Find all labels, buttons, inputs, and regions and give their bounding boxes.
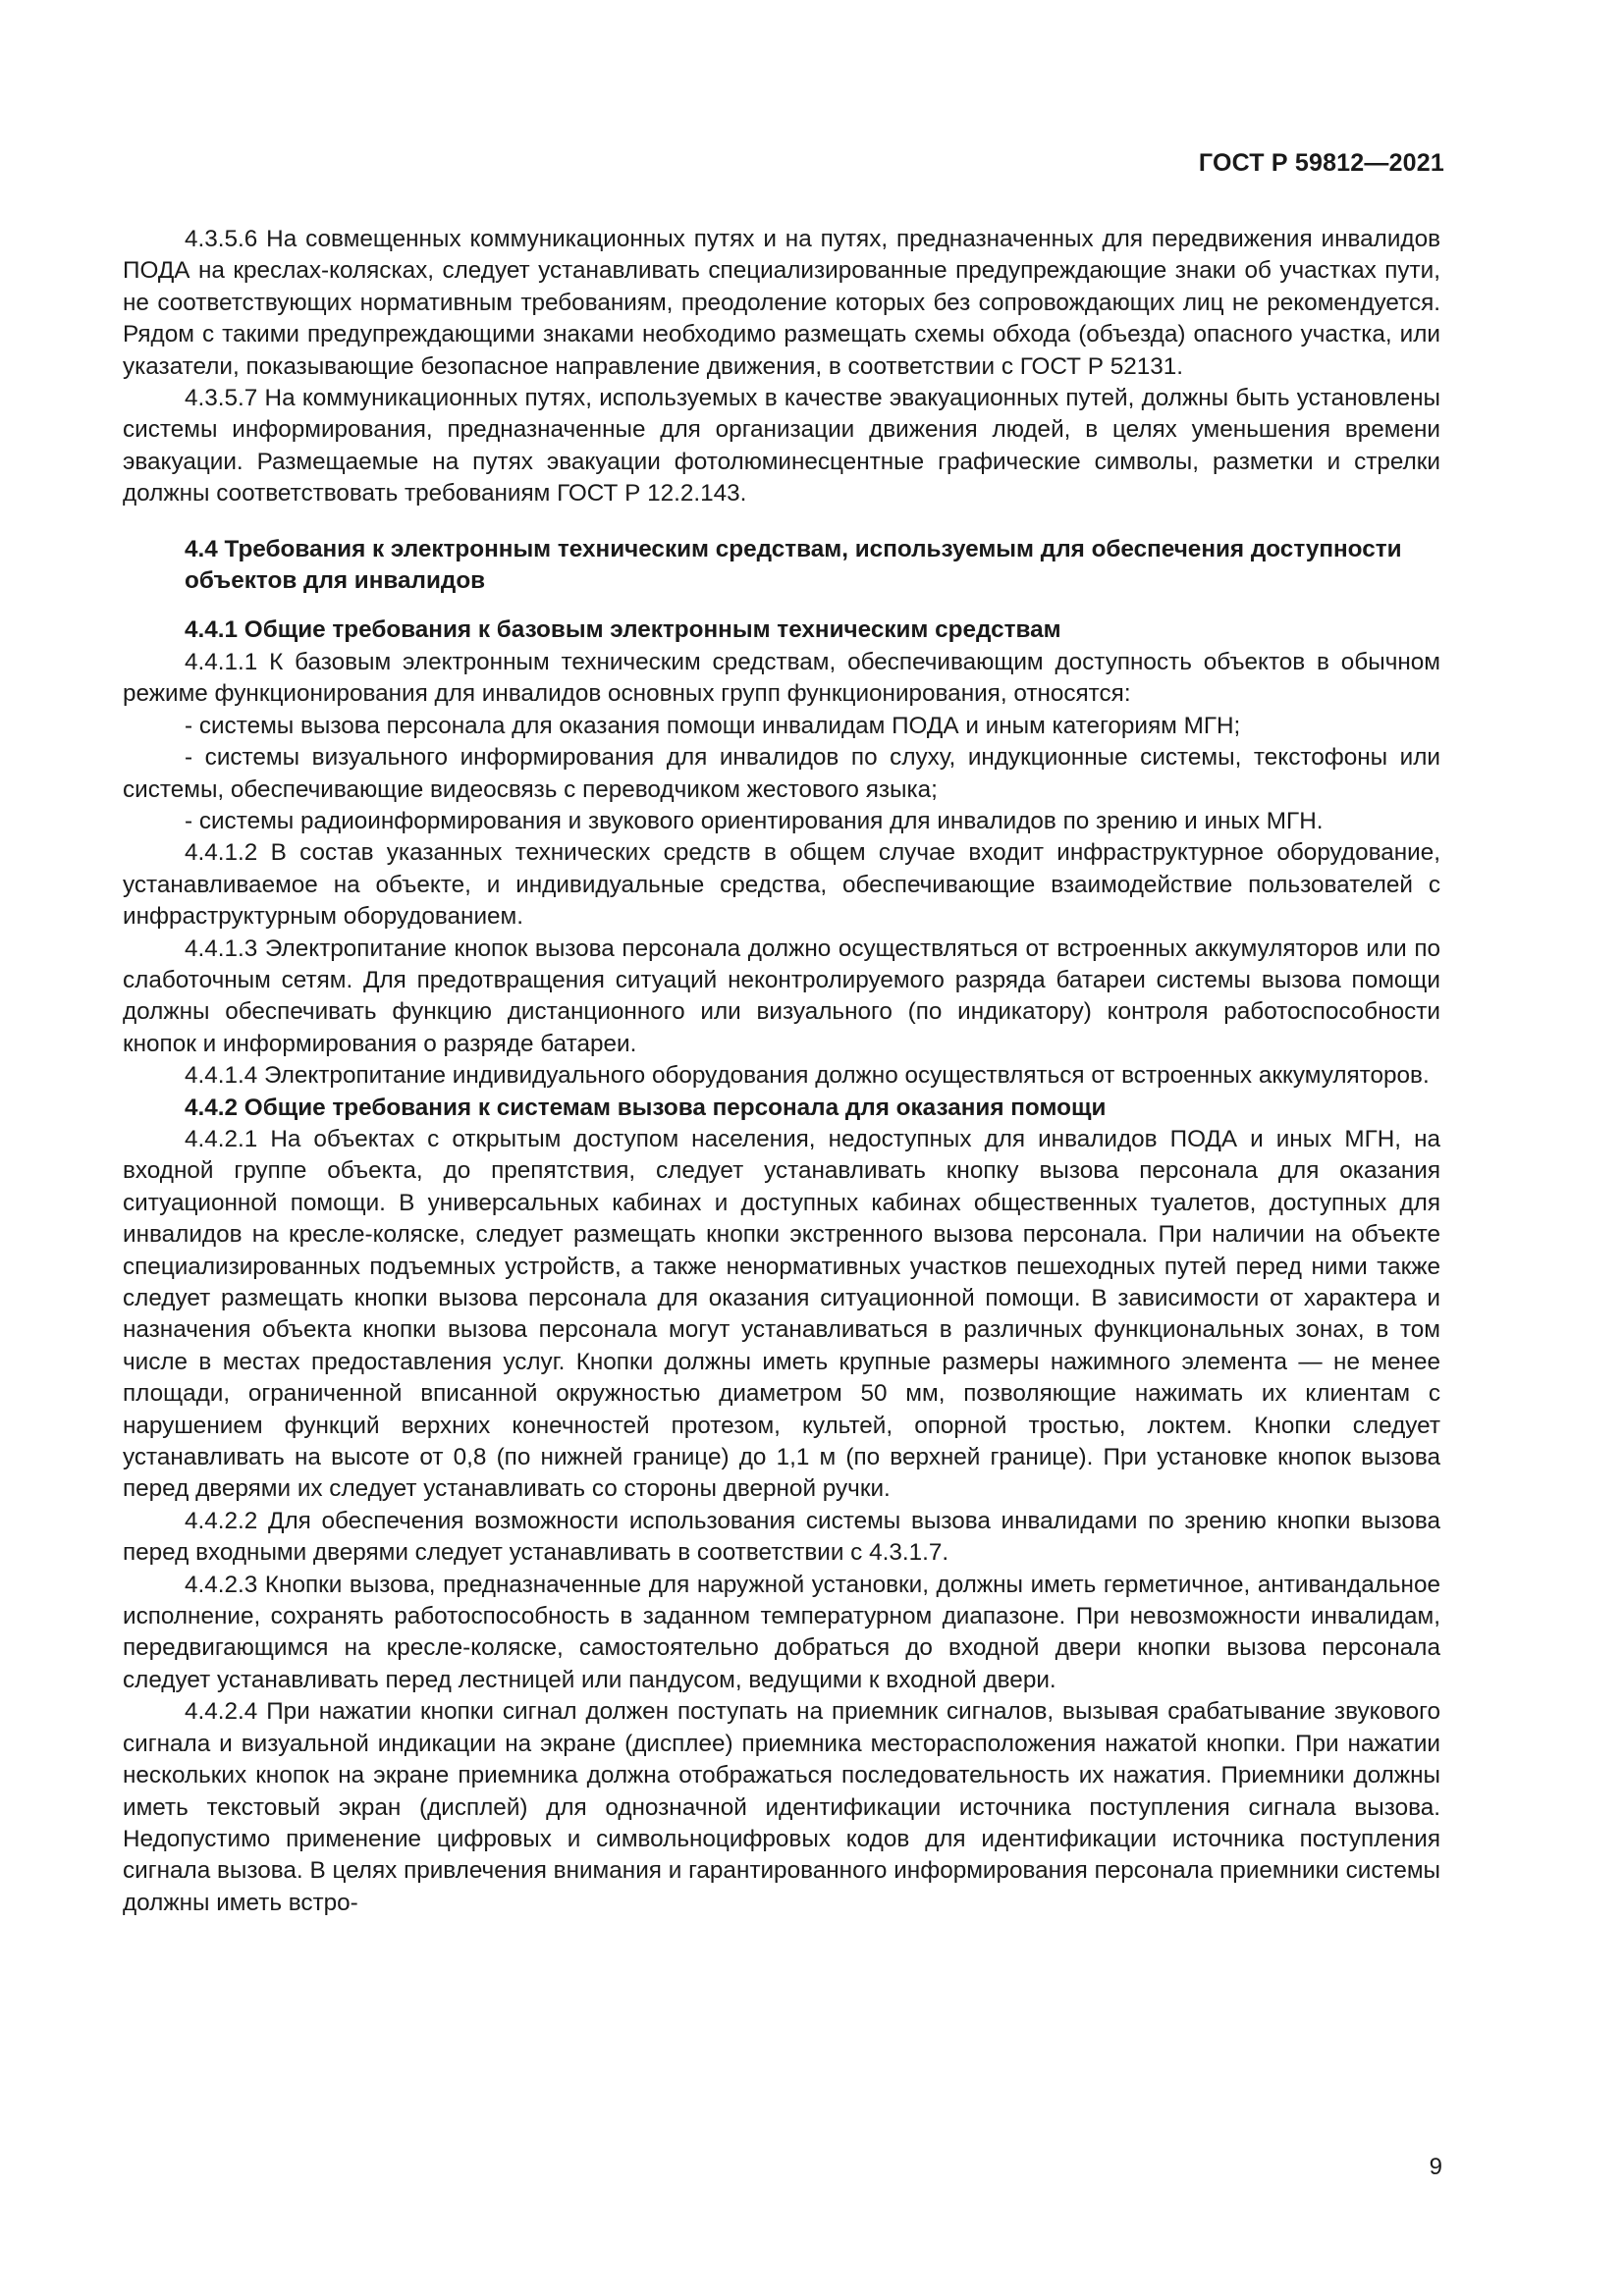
page-number: 9	[1429, 2154, 1442, 2180]
paragraph-4-3-5-7: 4.3.5.7 На коммуникационных путях, используемых в качестве эвакуационных путей, должны быть установлены системы информирования, предназначенные для организации движения людей, в целях уменьшения времени эвакуации. Размещаемые на путях эвакуации фотолюминесцентные графические символы, разметки и стрелки должны соответствовать требованиям ГОСТ Р 12.2.143.	[123, 385, 1440, 507]
paragraph-4-4-1-1: 4.4.1.1 К базовым электронным техническим средствам, обеспечивающим доступность объектов в обычном режиме функционирования для инвалидов основных групп функционирования, относятся:	[123, 648, 1440, 708]
paragraph-4-4-1-3: 4.4.1.3 Электропитание кнопок вызова персонала должно осуществляться от встроенных аккумуляторов или по слаботочным сетям. Для предотвращения ситуаций неконтролируемого разряда батареи системы вызова помощи должны обеспечивать функцию дистанционного или визуального (по индикатору) контроля работоспособности кнопок и информирования о разряде батареи.	[123, 934, 1440, 1057]
document-body	[123, 224, 1440, 1919]
paragraph-4-4-1-4: 4.4.1.4 Электропитание индивидуального оборудования должно осуществляться от встроенных аккумуляторов.	[185, 1062, 1430, 1090]
paragraph-4-4-2-3: 4.4.2.3 Кнопки вызова, предназначенные для наружной установки, должны иметь герметичное, антивандальное исполнение, сохранять работоспособность в заданном температурном диапазоне. При невозможности инвалидам, передвигающимся на кресле-коляске, самостоятельно добраться до входной двери кнопки вызова персонала следует устанавливать перед лестницей или пандусом, ведущими к входной двери.	[123, 1571, 1440, 1693]
paragraph-4-4-1-2: 4.4.1.2 В состав указанных технических средств в общем случае входит инфраструктурное оборудование, устанавливаемое на объекте, и индивидуальные средства, обеспечивающие взаимодействие пользователей с инфраструктурным оборудованием.	[123, 839, 1440, 931]
section-heading-4-4: 4.4 Требования к электронным техническим средствам, используемым для обеспечения доступности объектов для инвалидов	[185, 535, 1402, 595]
list-item: - системы радиоинформирования и звукового ориентирования для инвалидов по зрению и иных МГН.	[185, 807, 1324, 834]
subsection-heading-4-4-2: 4.4.2 Общие требования к системам вызова персонала для оказания помощи	[185, 1094, 1107, 1121]
paragraph-4-4-2-4: 4.4.2.4 При нажатии кнопки сигнал должен поступать на приемник сигналов, вызывая срабатывание звукового сигнала и визуальной индикации на экране (дисплее) приемника месторасположения нажатой кнопки. При нажатии нескольких кнопок на экране приемника должна отображаться последовательность их нажатия. Приемники должны иметь текстовый экран (дисплей) для однозначной идентификации источника поступления сигнала вызова. Недопустимо применение цифровых и символьноцифровых кодов для идентификации источника поступления сигнала вызова. В целях привлечения внимания и гарантированного информирования персонала приемники системы должны иметь встро-	[123, 1698, 1440, 1916]
document-header: ГОСТ Р 59812—2021	[1198, 149, 1444, 177]
list-item: - системы визуального информирования для инвалидов по слуху, индукционные системы, текстофоны или системы, обеспечивающие видеосвязь с переводчиком жестового языка;	[123, 744, 1440, 803]
paragraph-4-3-5-6: 4.3.5.6 На совмещенных коммуникационных путях и на путях, предназначенных для передвижения инвалидов ПОДА на креслах-колясках, следует устанавливать специализированные предупреждающие знаки об участках пути, не соответствующих нормативным требованиям, преодоление которых без сопровождающих лиц не рекомендуется. Рядом с такими предупреждающими знаками необходимо размещать схемы обхода (объезда) опасного участка, или указатели, показывающие безопасное направление движения, в соответствии с ГОСТ Р 52131.	[123, 226, 1440, 380]
paragraph-4-4-2-1: 4.4.2.1 На объектах с открытым доступом населения, недоступных для инвалидов ПОДА и иных МГН, на входной группе объекта, до препятствия, следует устанавливать кнопку вызова персонала для оказания ситуационной помощи. В универсальных кабинах и доступных кабинах общественных туалетов, доступных для инвалидов на кресле-коляске, следует размещать кнопки экстренного вызова персонала. При наличии на объекте специализированных подъемных устройств, а также ненормативных участков пешеходных путей перед ними также следует размещать кнопки вызова персонала для оказания ситуационной помощи. В зависимости от характера и назначения объекта кнопки вызова персонала могут устанавливаться в различных функциональных зонах, в том числе в местах предоставления услуг. Кнопки должны иметь крупные размеры нажимного элемента — не менее площади, ограниченной вписанной окружностью диаметром 50 мм, позволяющие нажимать их клиентам с нарушением функций верхних конечностей протезом, культей, опорной тростью, локтем. Кнопки следует устанавливать на высоте от 0,8 (по нижней границе) до 1,1 м (по верхней границе). При установке кнопок вызова перед дверями их следует устанавливать со стороны дверной ручки.	[123, 1125, 1440, 1503]
subsection-heading-4-4-1: 4.4.1 Общие требования к базовым электронным техническим средствам	[185, 616, 1061, 644]
paragraph-4-4-2-2: 4.4.2.2 Для обеспечения возможности использования системы вызова инвалидами по зрению кнопки вызова перед входными дверями следует устанавливать в соответствии с 4.3.1.7.	[123, 1507, 1440, 1567]
list-item: - системы вызова персонала для оказания помощи инвалидам ПОДА и иным категориям МГН;	[185, 712, 1241, 739]
